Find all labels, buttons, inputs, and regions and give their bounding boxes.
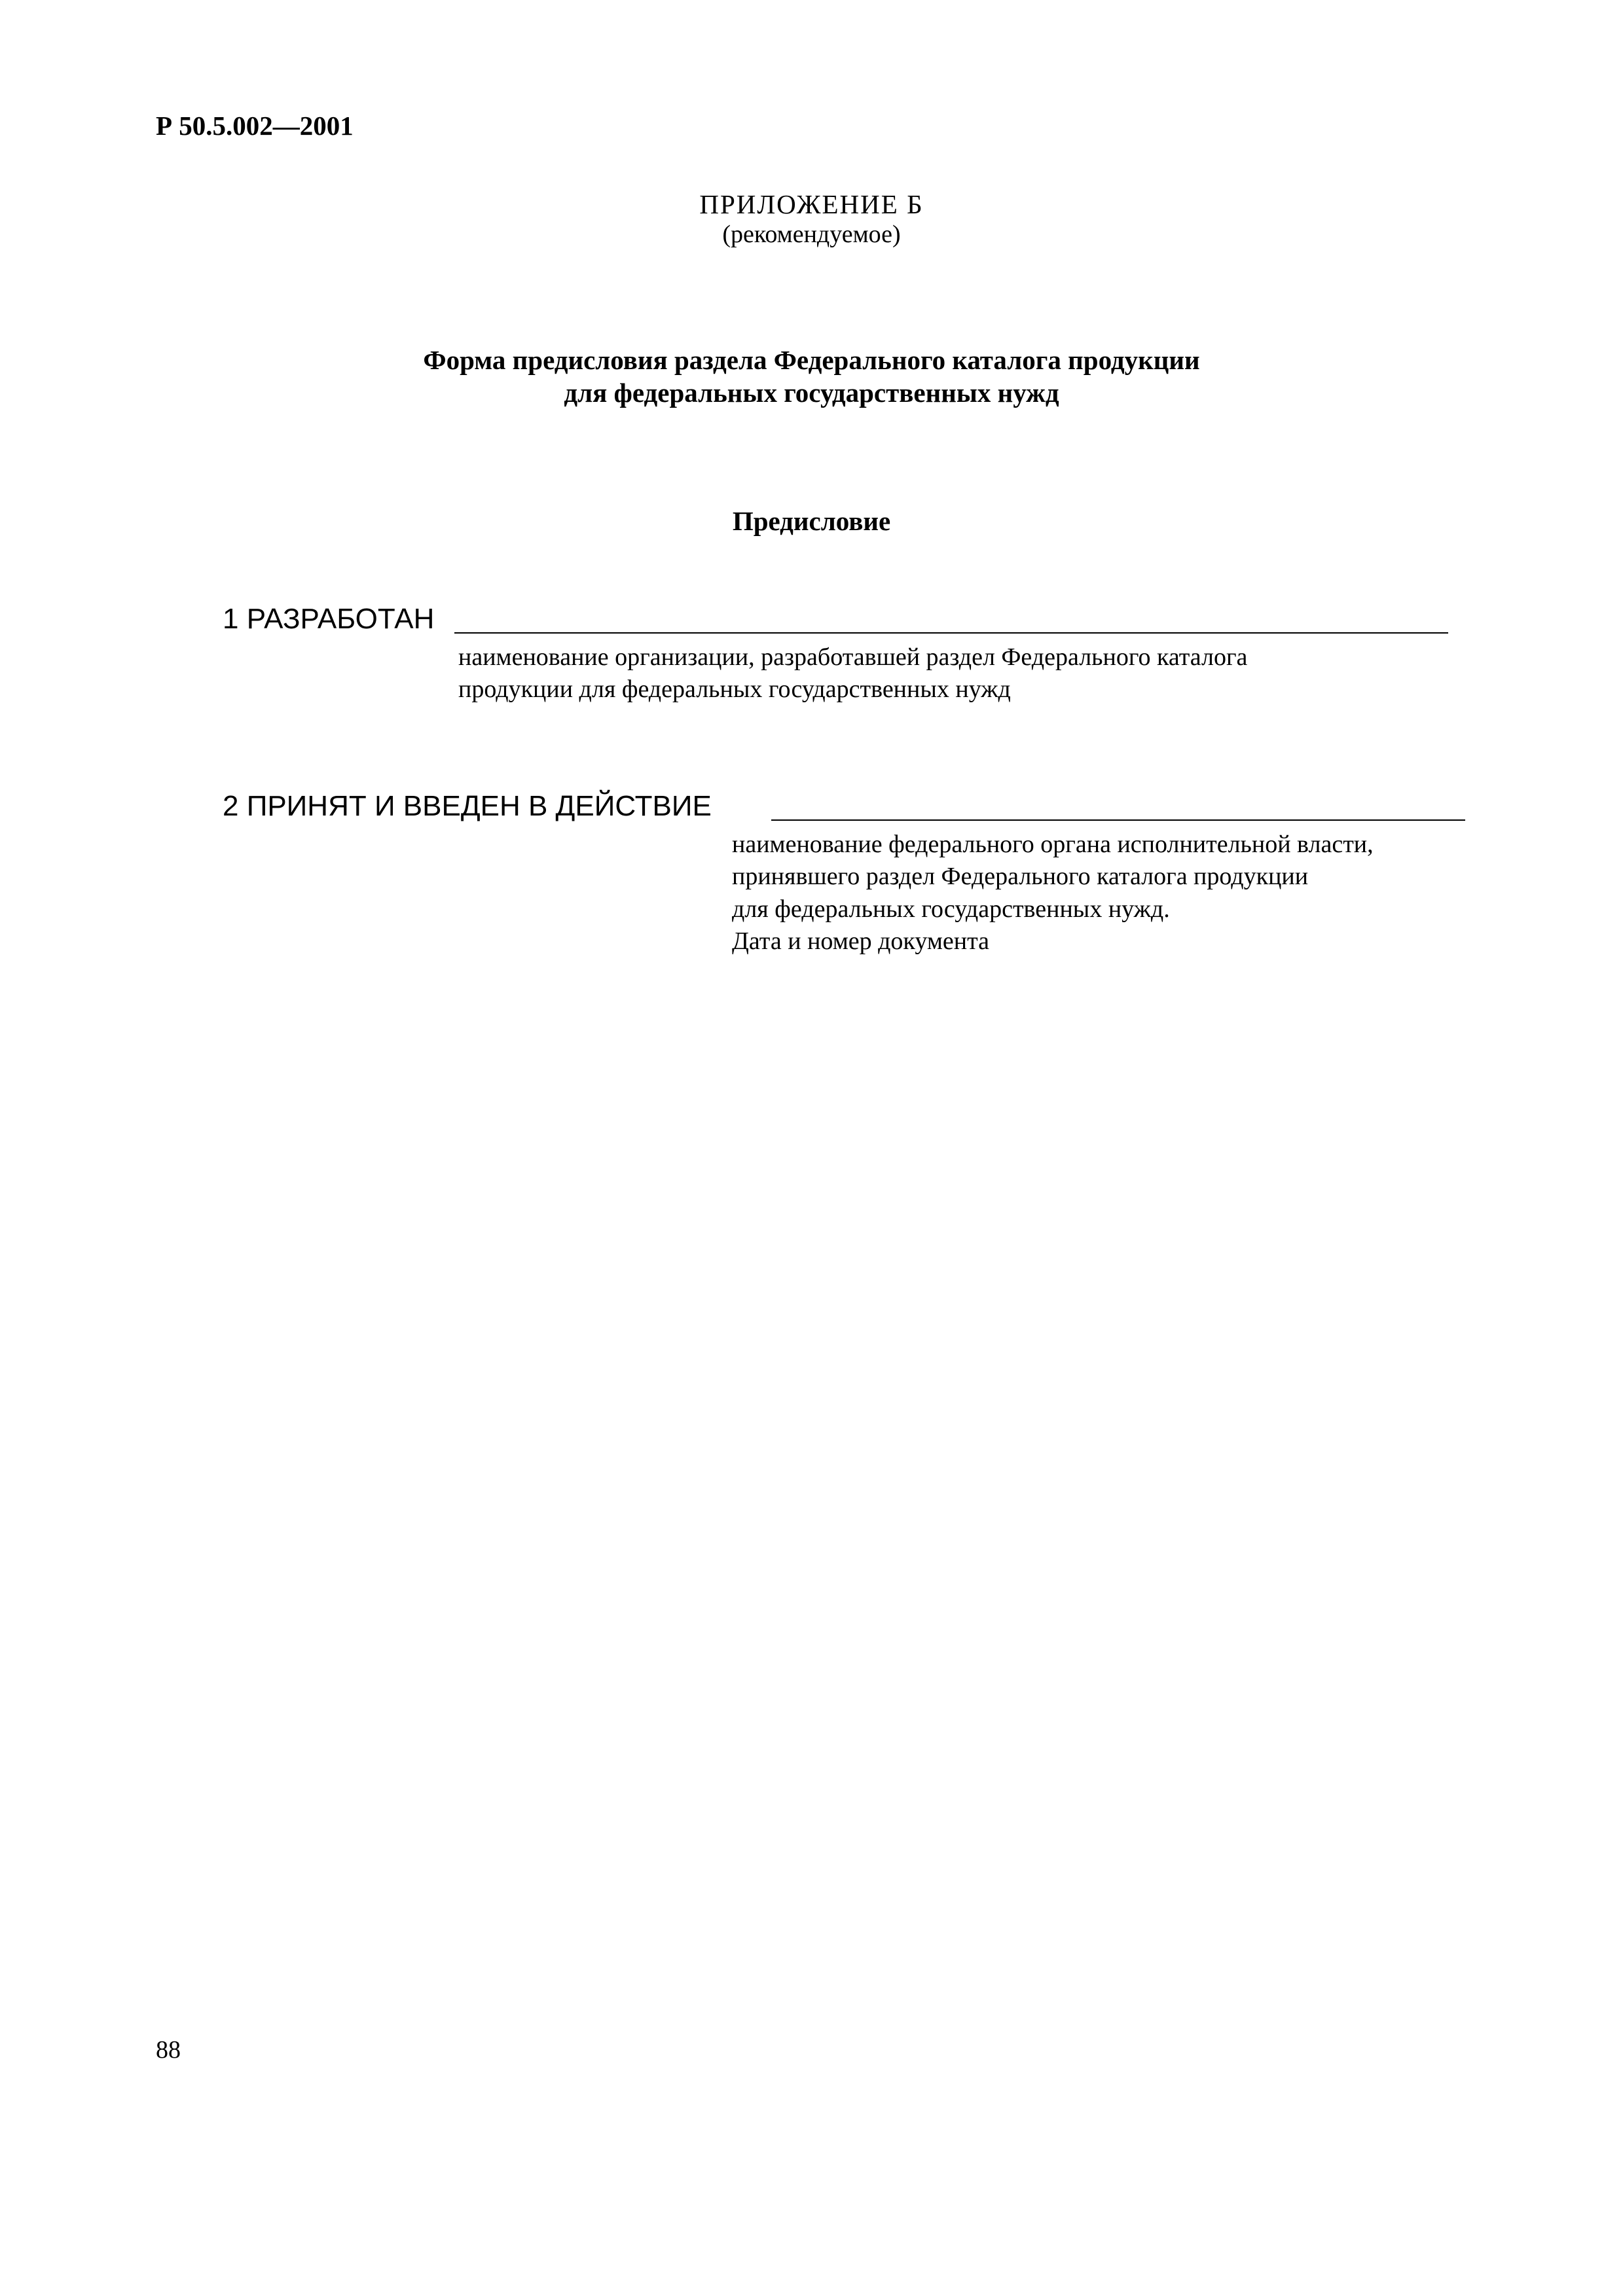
hint-line: наименование федерального органа исполнительной власти, [732, 831, 1374, 858]
page-number: 88 [156, 2036, 181, 2064]
hint-line: Дата и номер документа [732, 927, 990, 956]
form-title-line: для федеральных государственных нужд [564, 378, 1059, 408]
annex-title: ПРИЛОЖЕНИЕ Б [699, 189, 924, 219]
item-adopted-hint [732, 829, 1374, 958]
item-adopted-label: 2 ПРИНЯТ И ВВЕДЕН В ДЕЙСТВИЕ [223, 790, 712, 822]
hint-line: принявшего раздел Федерального каталога продукции [732, 863, 1309, 891]
form-title [0, 344, 1623, 409]
item-adopted-fill-line [771, 819, 1465, 821]
document-code: Р 50.5.002—2001 [156, 111, 354, 141]
annex-status: (рекомендуемое) [722, 221, 901, 248]
form-title-line: Форма предисловия раздела Федерального каталога продукции [423, 345, 1200, 375]
hint-line: наименование организации, разработавшей раздел Федерального каталога [458, 643, 1248, 671]
hint-line: продукции для федеральных государственных нужд [458, 675, 1011, 704]
hint-line: для федеральных государственных нужд. [732, 895, 1170, 923]
preface-heading: Предисловие [732, 506, 891, 536]
item-developed-hint [458, 641, 1247, 706]
item-developed-fill-line [454, 632, 1448, 634]
item-developed-label: 1 РАЗРАБОТАН [223, 603, 435, 635]
